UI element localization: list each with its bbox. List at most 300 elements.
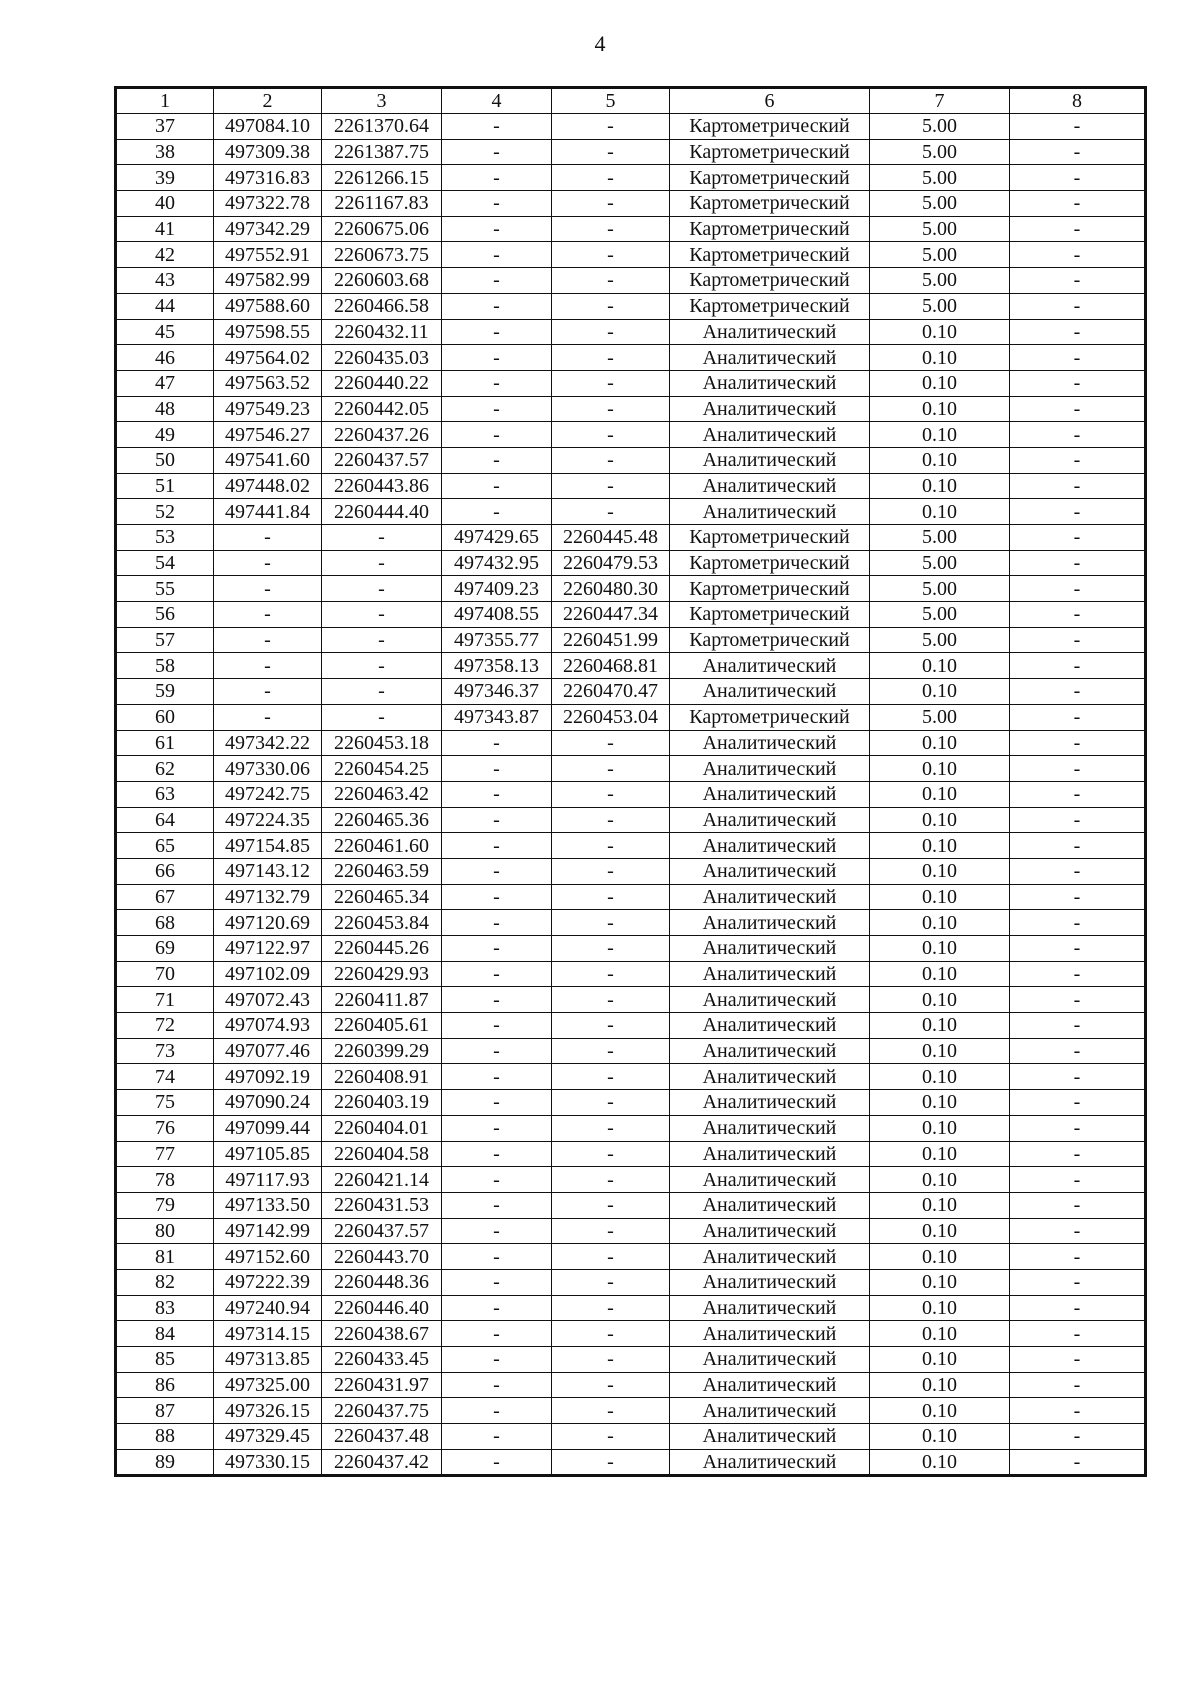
cell-method: Аналитический	[670, 1321, 870, 1347]
cell-accuracy: 5.00	[870, 242, 1010, 268]
cell-accuracy: 0.10	[870, 807, 1010, 833]
cell-method: Аналитический	[670, 1269, 870, 1295]
cell-y-coordinate-new: -	[552, 1321, 670, 1347]
cell-accuracy: 0.10	[870, 1115, 1010, 1141]
table-row	[116, 1321, 1146, 1347]
cell-point-number: 45	[116, 319, 214, 345]
cell-y-coordinate: 2260461.60	[322, 833, 442, 859]
cell-point-number: 82	[116, 1269, 214, 1295]
cell-x-coordinate-new: 497355.77	[442, 627, 552, 653]
cell-point-number: 65	[116, 833, 214, 859]
cell-x-coordinate-new: -	[442, 1424, 552, 1450]
cell-description: -	[1010, 1218, 1146, 1244]
cell-method: Аналитический	[670, 1295, 870, 1321]
cell-x-coordinate: 497242.75	[214, 781, 322, 807]
cell-description: -	[1010, 1372, 1146, 1398]
cell-description: -	[1010, 1449, 1146, 1476]
cell-accuracy: 0.10	[870, 422, 1010, 448]
cell-y-coordinate-new: -	[552, 961, 670, 987]
table-row	[116, 268, 1146, 294]
cell-y-coordinate: 2260404.58	[322, 1141, 442, 1167]
cell-x-coordinate: 497549.23	[214, 396, 322, 422]
cell-method: Аналитический	[670, 473, 870, 499]
cell-accuracy: 0.10	[870, 1090, 1010, 1116]
cell-x-coordinate-new: -	[442, 1090, 552, 1116]
cell-x-coordinate: 497316.83	[214, 165, 322, 191]
cell-accuracy: 5.00	[870, 216, 1010, 242]
cell-point-number: 56	[116, 602, 214, 628]
cell-y-coordinate: 2261370.64	[322, 114, 442, 140]
table-row	[116, 961, 1146, 987]
cell-method: Картометрический	[670, 242, 870, 268]
cell-x-coordinate: -	[214, 679, 322, 705]
cell-point-number: 66	[116, 858, 214, 884]
cell-method: Аналитический	[670, 781, 870, 807]
cell-x-coordinate: 497224.35	[214, 807, 322, 833]
table-row	[116, 1141, 1146, 1167]
cell-y-coordinate: 2260466.58	[322, 293, 442, 319]
cell-x-coordinate-new: -	[442, 191, 552, 217]
table-row	[116, 216, 1146, 242]
cell-method: Аналитический	[670, 653, 870, 679]
cell-accuracy: 0.10	[870, 961, 1010, 987]
cell-x-coordinate: 497102.09	[214, 961, 322, 987]
cell-accuracy: 0.10	[870, 1244, 1010, 1270]
cell-x-coordinate-new: -	[442, 884, 552, 910]
cell-y-coordinate-new: -	[552, 1449, 670, 1476]
cell-method: Аналитический	[670, 961, 870, 987]
cell-y-coordinate: 2260433.45	[322, 1347, 442, 1373]
cell-y-coordinate: 2260408.91	[322, 1064, 442, 1090]
cell-accuracy: 0.10	[870, 1192, 1010, 1218]
cell-y-coordinate-new: -	[552, 1115, 670, 1141]
cell-method: Картометрический	[670, 191, 870, 217]
cell-point-number: 50	[116, 447, 214, 473]
cell-y-coordinate: -	[322, 602, 442, 628]
table-row	[116, 833, 1146, 859]
cell-accuracy: 5.00	[870, 293, 1010, 319]
cell-description: -	[1010, 1013, 1146, 1039]
cell-y-coordinate: 2260437.57	[322, 447, 442, 473]
cell-accuracy: 0.10	[870, 756, 1010, 782]
cell-y-coordinate: -	[322, 679, 442, 705]
cell-y-coordinate-new: 2260470.47	[552, 679, 670, 705]
cell-point-number: 58	[116, 653, 214, 679]
cell-method: Картометрический	[670, 576, 870, 602]
table-row	[116, 499, 1146, 525]
cell-accuracy: 0.10	[870, 319, 1010, 345]
cell-method: Аналитический	[670, 679, 870, 705]
cell-point-number: 89	[116, 1449, 214, 1476]
cell-description: -	[1010, 525, 1146, 551]
cell-description: -	[1010, 396, 1146, 422]
cell-x-coordinate: 497564.02	[214, 345, 322, 371]
cell-x-coordinate: -	[214, 653, 322, 679]
cell-description: -	[1010, 1321, 1146, 1347]
table-row	[116, 396, 1146, 422]
cell-y-coordinate-new: -	[552, 910, 670, 936]
cell-accuracy: 5.00	[870, 191, 1010, 217]
table-row	[116, 345, 1146, 371]
cell-description: -	[1010, 730, 1146, 756]
cell-description: -	[1010, 1115, 1146, 1141]
cell-accuracy: 0.10	[870, 1269, 1010, 1295]
table-row	[116, 884, 1146, 910]
table-row	[116, 550, 1146, 576]
cell-x-coordinate: 497546.27	[214, 422, 322, 448]
cell-point-number: 55	[116, 576, 214, 602]
cell-x-coordinate-new: -	[442, 756, 552, 782]
table-row	[116, 730, 1146, 756]
cell-x-coordinate-new: 497432.95	[442, 550, 552, 576]
cell-x-coordinate: 497314.15	[214, 1321, 322, 1347]
table-row	[116, 1398, 1146, 1424]
cell-x-coordinate: 497132.79	[214, 884, 322, 910]
cell-y-coordinate: -	[322, 576, 442, 602]
cell-accuracy: 0.10	[870, 1398, 1010, 1424]
cell-y-coordinate: 2260463.42	[322, 781, 442, 807]
cell-accuracy: 0.10	[870, 499, 1010, 525]
cell-description: -	[1010, 627, 1146, 653]
table-row	[116, 447, 1146, 473]
cell-point-number: 53	[116, 525, 214, 551]
cell-description: -	[1010, 293, 1146, 319]
cell-x-coordinate: 497342.29	[214, 216, 322, 242]
cell-point-number: 38	[116, 139, 214, 165]
cell-y-coordinate-new: -	[552, 1398, 670, 1424]
cell-point-number: 37	[116, 114, 214, 140]
cell-x-coordinate-new: -	[442, 1141, 552, 1167]
cell-y-coordinate-new: 2260480.30	[552, 576, 670, 602]
cell-description: -	[1010, 704, 1146, 730]
cell-y-coordinate-new: -	[552, 165, 670, 191]
table-row	[116, 1064, 1146, 1090]
cell-y-coordinate: 2260443.86	[322, 473, 442, 499]
cell-method: Аналитический	[670, 910, 870, 936]
cell-accuracy: 0.10	[870, 370, 1010, 396]
cell-point-number: 61	[116, 730, 214, 756]
cell-accuracy: 0.10	[870, 679, 1010, 705]
cell-x-coordinate: 497313.85	[214, 1347, 322, 1373]
cell-description: -	[1010, 1295, 1146, 1321]
cell-description: -	[1010, 1244, 1146, 1270]
table-row	[116, 1013, 1146, 1039]
cell-description: -	[1010, 422, 1146, 448]
cell-y-coordinate-new: -	[552, 1141, 670, 1167]
cell-y-coordinate-new: -	[552, 987, 670, 1013]
cell-y-coordinate: 2260453.84	[322, 910, 442, 936]
cell-y-coordinate: -	[322, 704, 442, 730]
cell-description: -	[1010, 653, 1146, 679]
cell-point-number: 39	[116, 165, 214, 191]
cell-accuracy: 0.10	[870, 1167, 1010, 1193]
table-row	[116, 1090, 1146, 1116]
cell-y-coordinate: 2260463.59	[322, 858, 442, 884]
cell-y-coordinate-new: 2260447.34	[552, 602, 670, 628]
cell-method: Аналитический	[670, 422, 870, 448]
cell-x-coordinate: 497222.39	[214, 1269, 322, 1295]
cell-y-coordinate: 2260437.26	[322, 422, 442, 448]
cell-method: Картометрический	[670, 139, 870, 165]
cell-accuracy: 0.10	[870, 345, 1010, 371]
cell-accuracy: 0.10	[870, 936, 1010, 962]
table-row	[116, 139, 1146, 165]
cell-x-coordinate: 497598.55	[214, 319, 322, 345]
cell-method: Картометрический	[670, 165, 870, 191]
cell-description: -	[1010, 910, 1146, 936]
table-body	[116, 114, 1146, 1476]
cell-y-coordinate: 2260465.34	[322, 884, 442, 910]
cell-y-coordinate: 2260440.22	[322, 370, 442, 396]
cell-x-coordinate-new: -	[442, 370, 552, 396]
cell-y-coordinate-new: -	[552, 936, 670, 962]
cell-x-coordinate: 497563.52	[214, 370, 322, 396]
table-row	[116, 1167, 1146, 1193]
cell-y-coordinate-new: -	[552, 756, 670, 782]
cell-x-coordinate-new: -	[442, 165, 552, 191]
cell-x-coordinate: 497105.85	[214, 1141, 322, 1167]
cell-point-number: 74	[116, 1064, 214, 1090]
cell-method: Аналитический	[670, 1167, 870, 1193]
cell-method: Аналитический	[670, 370, 870, 396]
cell-point-number: 40	[116, 191, 214, 217]
cell-x-coordinate: 497142.99	[214, 1218, 322, 1244]
cell-description: -	[1010, 987, 1146, 1013]
cell-method: Картометрический	[670, 602, 870, 628]
cell-accuracy: 0.10	[870, 1038, 1010, 1064]
cell-point-number: 75	[116, 1090, 214, 1116]
table-row	[116, 525, 1146, 551]
cell-method: Аналитический	[670, 1013, 870, 1039]
cell-description: -	[1010, 216, 1146, 242]
cell-x-coordinate: 497326.15	[214, 1398, 322, 1424]
cell-method: Аналитический	[670, 319, 870, 345]
cell-accuracy: 0.10	[870, 1449, 1010, 1476]
cell-point-number: 48	[116, 396, 214, 422]
cell-method: Аналитический	[670, 884, 870, 910]
cell-description: -	[1010, 1038, 1146, 1064]
cell-point-number: 81	[116, 1244, 214, 1270]
column-header: 6	[670, 88, 870, 114]
cell-method: Аналитический	[670, 1090, 870, 1116]
cell-point-number: 62	[116, 756, 214, 782]
cell-y-coordinate-new: -	[552, 1013, 670, 1039]
cell-y-coordinate: -	[322, 550, 442, 576]
cell-y-coordinate-new: -	[552, 268, 670, 294]
cell-method: Аналитический	[670, 807, 870, 833]
cell-method: Аналитический	[670, 1398, 870, 1424]
cell-accuracy: 0.10	[870, 910, 1010, 936]
cell-description: -	[1010, 550, 1146, 576]
cell-method: Картометрический	[670, 704, 870, 730]
table-row	[116, 987, 1146, 1013]
cell-x-coordinate-new: -	[442, 422, 552, 448]
cell-x-coordinate-new: 497346.37	[442, 679, 552, 705]
cell-x-coordinate: 497330.06	[214, 756, 322, 782]
cell-method: Аналитический	[670, 730, 870, 756]
cell-x-coordinate: 497325.00	[214, 1372, 322, 1398]
cell-method: Аналитический	[670, 1192, 870, 1218]
cell-accuracy: 5.00	[870, 268, 1010, 294]
cell-y-coordinate: 2260399.29	[322, 1038, 442, 1064]
cell-y-coordinate: 2260421.14	[322, 1167, 442, 1193]
cell-accuracy: 5.00	[870, 704, 1010, 730]
cell-description: -	[1010, 936, 1146, 962]
cell-x-coordinate: 497084.10	[214, 114, 322, 140]
cell-description: -	[1010, 781, 1146, 807]
cell-x-coordinate-new: -	[442, 987, 552, 1013]
table-row	[116, 1192, 1146, 1218]
cell-point-number: 78	[116, 1167, 214, 1193]
cell-y-coordinate-new: -	[552, 114, 670, 140]
column-header: 3	[322, 88, 442, 114]
cell-accuracy: 0.10	[870, 447, 1010, 473]
cell-x-coordinate-new: -	[442, 936, 552, 962]
table-row	[116, 473, 1146, 499]
table-row	[116, 1115, 1146, 1141]
cell-y-coordinate-new: -	[552, 858, 670, 884]
cell-point-number: 77	[116, 1141, 214, 1167]
cell-x-coordinate-new: -	[442, 1321, 552, 1347]
cell-point-number: 71	[116, 987, 214, 1013]
table-row	[116, 858, 1146, 884]
cell-x-coordinate-new: 497358.13	[442, 653, 552, 679]
table-row	[116, 1449, 1146, 1476]
table-row	[116, 910, 1146, 936]
column-header: 7	[870, 88, 1010, 114]
cell-method: Картометрический	[670, 525, 870, 551]
cell-x-coordinate: 497330.15	[214, 1449, 322, 1476]
cell-point-number: 43	[116, 268, 214, 294]
cell-method: Аналитический	[670, 1038, 870, 1064]
cell-x-coordinate-new: -	[442, 1192, 552, 1218]
cell-y-coordinate-new: -	[552, 422, 670, 448]
cell-y-coordinate: 2261266.15	[322, 165, 442, 191]
cell-y-coordinate: 2260444.40	[322, 499, 442, 525]
cell-point-number: 72	[116, 1013, 214, 1039]
cell-y-coordinate: 2261167.83	[322, 191, 442, 217]
cell-x-coordinate: -	[214, 602, 322, 628]
cell-point-number: 46	[116, 345, 214, 371]
cell-x-coordinate-new: -	[442, 910, 552, 936]
cell-y-coordinate: 2260445.26	[322, 936, 442, 962]
table-row	[116, 293, 1146, 319]
cell-y-coordinate: 2260435.03	[322, 345, 442, 371]
cell-accuracy: 0.10	[870, 473, 1010, 499]
cell-x-coordinate: 497143.12	[214, 858, 322, 884]
cell-description: -	[1010, 1167, 1146, 1193]
cell-accuracy: 0.10	[870, 1218, 1010, 1244]
cell-x-coordinate: 497588.60	[214, 293, 322, 319]
table-row	[116, 756, 1146, 782]
cell-x-coordinate: 497448.02	[214, 473, 322, 499]
cell-y-coordinate: 2260437.57	[322, 1218, 442, 1244]
cell-y-coordinate-new: -	[552, 730, 670, 756]
cell-x-coordinate: 497552.91	[214, 242, 322, 268]
cell-x-coordinate-new: -	[442, 1115, 552, 1141]
cell-y-coordinate-new: -	[552, 293, 670, 319]
cell-x-coordinate: 497077.46	[214, 1038, 322, 1064]
cell-method: Аналитический	[670, 1064, 870, 1090]
table-row	[116, 319, 1146, 345]
cell-point-number: 88	[116, 1424, 214, 1450]
cell-point-number: 59	[116, 679, 214, 705]
cell-accuracy: 0.10	[870, 730, 1010, 756]
cell-y-coordinate-new: -	[552, 1064, 670, 1090]
cell-y-coordinate-new: -	[552, 1295, 670, 1321]
cell-accuracy: 0.10	[870, 396, 1010, 422]
table-row	[116, 422, 1146, 448]
cell-description: -	[1010, 679, 1146, 705]
cell-x-coordinate-new: -	[442, 114, 552, 140]
cell-point-number: 84	[116, 1321, 214, 1347]
cell-description: -	[1010, 576, 1146, 602]
cell-description: -	[1010, 447, 1146, 473]
cell-y-coordinate-new: 2260453.04	[552, 704, 670, 730]
cell-y-coordinate-new: -	[552, 833, 670, 859]
cell-x-coordinate: -	[214, 576, 322, 602]
cell-x-coordinate: 497099.44	[214, 1115, 322, 1141]
cell-accuracy: 0.10	[870, 1295, 1010, 1321]
cell-description: -	[1010, 114, 1146, 140]
cell-accuracy: 5.00	[870, 602, 1010, 628]
cell-x-coordinate-new: -	[442, 1347, 552, 1373]
cell-y-coordinate-new: -	[552, 1192, 670, 1218]
cell-x-coordinate-new: -	[442, 1218, 552, 1244]
table-row	[116, 191, 1146, 217]
cell-method: Аналитический	[670, 1449, 870, 1476]
cell-y-coordinate-new: -	[552, 884, 670, 910]
cell-description: -	[1010, 345, 1146, 371]
cell-x-coordinate-new: -	[442, 1038, 552, 1064]
cell-x-coordinate-new: -	[442, 858, 552, 884]
cell-x-coordinate: 497122.97	[214, 936, 322, 962]
cell-y-coordinate-new: -	[552, 1038, 670, 1064]
cell-y-coordinate-new: -	[552, 139, 670, 165]
cell-point-number: 63	[116, 781, 214, 807]
cell-y-coordinate: 2260453.18	[322, 730, 442, 756]
cell-y-coordinate-new: -	[552, 319, 670, 345]
cell-description: -	[1010, 602, 1146, 628]
cell-x-coordinate-new: -	[442, 1064, 552, 1090]
cell-point-number: 69	[116, 936, 214, 962]
cell-point-number: 51	[116, 473, 214, 499]
cell-y-coordinate-new: -	[552, 370, 670, 396]
cell-y-coordinate: 2260454.25	[322, 756, 442, 782]
cell-description: -	[1010, 1141, 1146, 1167]
cell-y-coordinate-new: -	[552, 1244, 670, 1270]
cell-x-coordinate: 497329.45	[214, 1424, 322, 1450]
cell-method: Аналитический	[670, 756, 870, 782]
cell-y-coordinate-new: -	[552, 781, 670, 807]
cell-y-coordinate: 2260438.67	[322, 1321, 442, 1347]
cell-accuracy: 5.00	[870, 139, 1010, 165]
cell-accuracy: 0.10	[870, 1347, 1010, 1373]
cell-method: Аналитический	[670, 447, 870, 473]
cell-description: -	[1010, 1064, 1146, 1090]
cell-y-coordinate-new: -	[552, 1372, 670, 1398]
cell-description: -	[1010, 242, 1146, 268]
cell-accuracy: 0.10	[870, 987, 1010, 1013]
cell-method: Аналитический	[670, 1372, 870, 1398]
cell-y-coordinate: 2260437.48	[322, 1424, 442, 1450]
cell-point-number: 86	[116, 1372, 214, 1398]
table-row	[116, 114, 1146, 140]
cell-description: -	[1010, 473, 1146, 499]
cell-accuracy: 5.00	[870, 550, 1010, 576]
cell-y-coordinate: 2260432.11	[322, 319, 442, 345]
cell-x-coordinate-new: -	[442, 396, 552, 422]
